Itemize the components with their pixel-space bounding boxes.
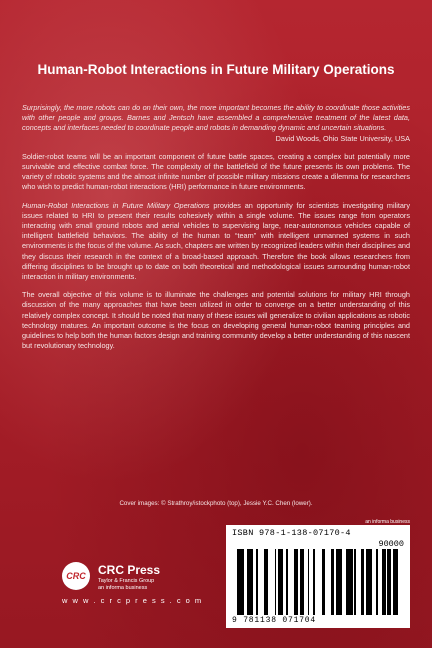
barcode-bar <box>350 549 353 615</box>
publisher-group <box>98 578 154 592</box>
price-code: 90000 <box>378 539 404 549</box>
barcode-bar <box>347 549 350 615</box>
barcode-bar <box>382 549 383 615</box>
barcode-bar <box>322 549 325 615</box>
barcode-bar <box>383 549 386 615</box>
barcode-bar <box>396 549 398 615</box>
publisher-url: w w w . c r c p r e s s . c o m <box>62 596 203 605</box>
publisher-group-line-2: an informa business <box>98 585 148 591</box>
ean-digits: 9 781138 071704 <box>232 616 317 625</box>
barcode-bar <box>333 549 334 615</box>
barcode-bar <box>237 549 240 615</box>
barcode-bar <box>387 549 389 615</box>
barcode-bar <box>278 549 281 615</box>
barcode-bar <box>366 549 369 615</box>
isbn-number: ISBN 978-1-138-07170-4 <box>232 528 351 538</box>
barcode-bar <box>242 549 244 615</box>
barcode-bar <box>286 549 287 615</box>
barcode-bar <box>275 549 276 615</box>
barcode-bar <box>256 549 258 615</box>
barcode-bar <box>376 549 378 615</box>
description-paragraph-1: Soldier-robot teams will be an important component of future battle spaces, creating a complex but potentially more survivable and effective combat force. The complexity of the battlefield of the future presents its own problems. The variety of robotic systems and the almost infinite number of possible military missions create a dilemma for researchers who wish to predict human-robot interactions (HRI) performance in future environments. <box>22 151 410 192</box>
barcode-bar <box>264 549 266 615</box>
barcode-bar <box>308 549 309 615</box>
description-paragraph-2 <box>22 201 410 283</box>
back-cover-text <box>22 103 410 359</box>
barcode-bar <box>240 549 242 615</box>
publisher-name: CRC Press <box>98 563 161 577</box>
quote-text: Surprisingly, the more robots can do on their own, the more important becomes the ability to coordinate those activities with other people and groups. Barnes and Jentsch have assembled a comprehensive treatment of the latest data, concepts and interfaces needed to coordinate people and robots in demanding dynamic and uncertain situations. <box>22 103 410 133</box>
publisher-group-line-1: Taylor & Francis Group <box>98 578 155 584</box>
isbn-barcode <box>226 525 410 628</box>
barcode-bar <box>355 549 356 615</box>
barcode-bar <box>297 549 298 615</box>
barcode-bar <box>247 549 250 615</box>
barcode-bar <box>393 549 396 615</box>
barcode-bar <box>266 549 268 615</box>
paragraph-2-text: provides an opportunity for scientists investigating military issues related to HRI to present their results cohesively within a single volume. The issues range from operators interacting with small ground robots and aerial vehicles to supervising large, near-autonomous vehicles capable of intelligent battlefield behaviors. The ability of the human to “team” with intelligent unmanned systems in such environments is the focus of the volume. As such, chapters are written by recognized leaders within their disciplines and they discuss their research in the context of a broad-based approach. Therefore the book allows researchers from differing disciplines to be brought up to date on both theoretical and methodological issues surrounding human-robot interaction in military environments. <box>22 200 410 282</box>
barcode-bar <box>302 549 304 615</box>
description-paragraph-3: The overall objective of this volume is to illuminate the challenges and potential solutions for military HRI through discussion of the many approaches that have been utilized in order to converge on a better understanding of this relatively complex concept. It should be noted that many of these issues will generalize to civilian applications as robotic technology matures. An important outcome is the focus on developing general human-robot teaming principles and guidelines to help both the human factors design and training community develop a better understanding of this nascent but revolutionary technology. <box>22 290 410 351</box>
barcode-bar <box>389 549 391 615</box>
barcode-bar <box>336 549 339 615</box>
barcode-bar <box>346 549 347 615</box>
barcode-bar <box>361 549 364 615</box>
crc-logo-icon: CRC <box>62 562 90 590</box>
barcode-bars <box>234 549 402 615</box>
barcode-bar <box>250 549 253 615</box>
barcode-bar <box>281 549 283 615</box>
barcode-bar <box>339 549 342 615</box>
quote-attribution: David Woods, Ohio State University, USA <box>275 133 410 143</box>
book-title: Human-Robot Interactions in Future Military Operations <box>37 62 395 77</box>
barcode-bar <box>300 549 302 615</box>
barcode-bar <box>296 549 297 615</box>
informa-business-label: an informa business <box>365 519 410 525</box>
barcode-bar <box>354 549 355 615</box>
book-title-inline: Human-Robot Interactions in Future Military Operations <box>22 200 210 210</box>
barcode-bar <box>287 549 288 615</box>
barcode-bar <box>313 549 314 615</box>
endorsement-quote <box>22 103 410 144</box>
barcode-bar <box>331 549 333 615</box>
cover-image-credits: Cover images: © Strathroy/istockphoto (top), Jessie Y.C. Chen (lower). <box>119 500 313 507</box>
barcode-bar <box>294 549 296 615</box>
barcode-bar <box>369 549 372 615</box>
barcode-bar <box>314 549 315 615</box>
